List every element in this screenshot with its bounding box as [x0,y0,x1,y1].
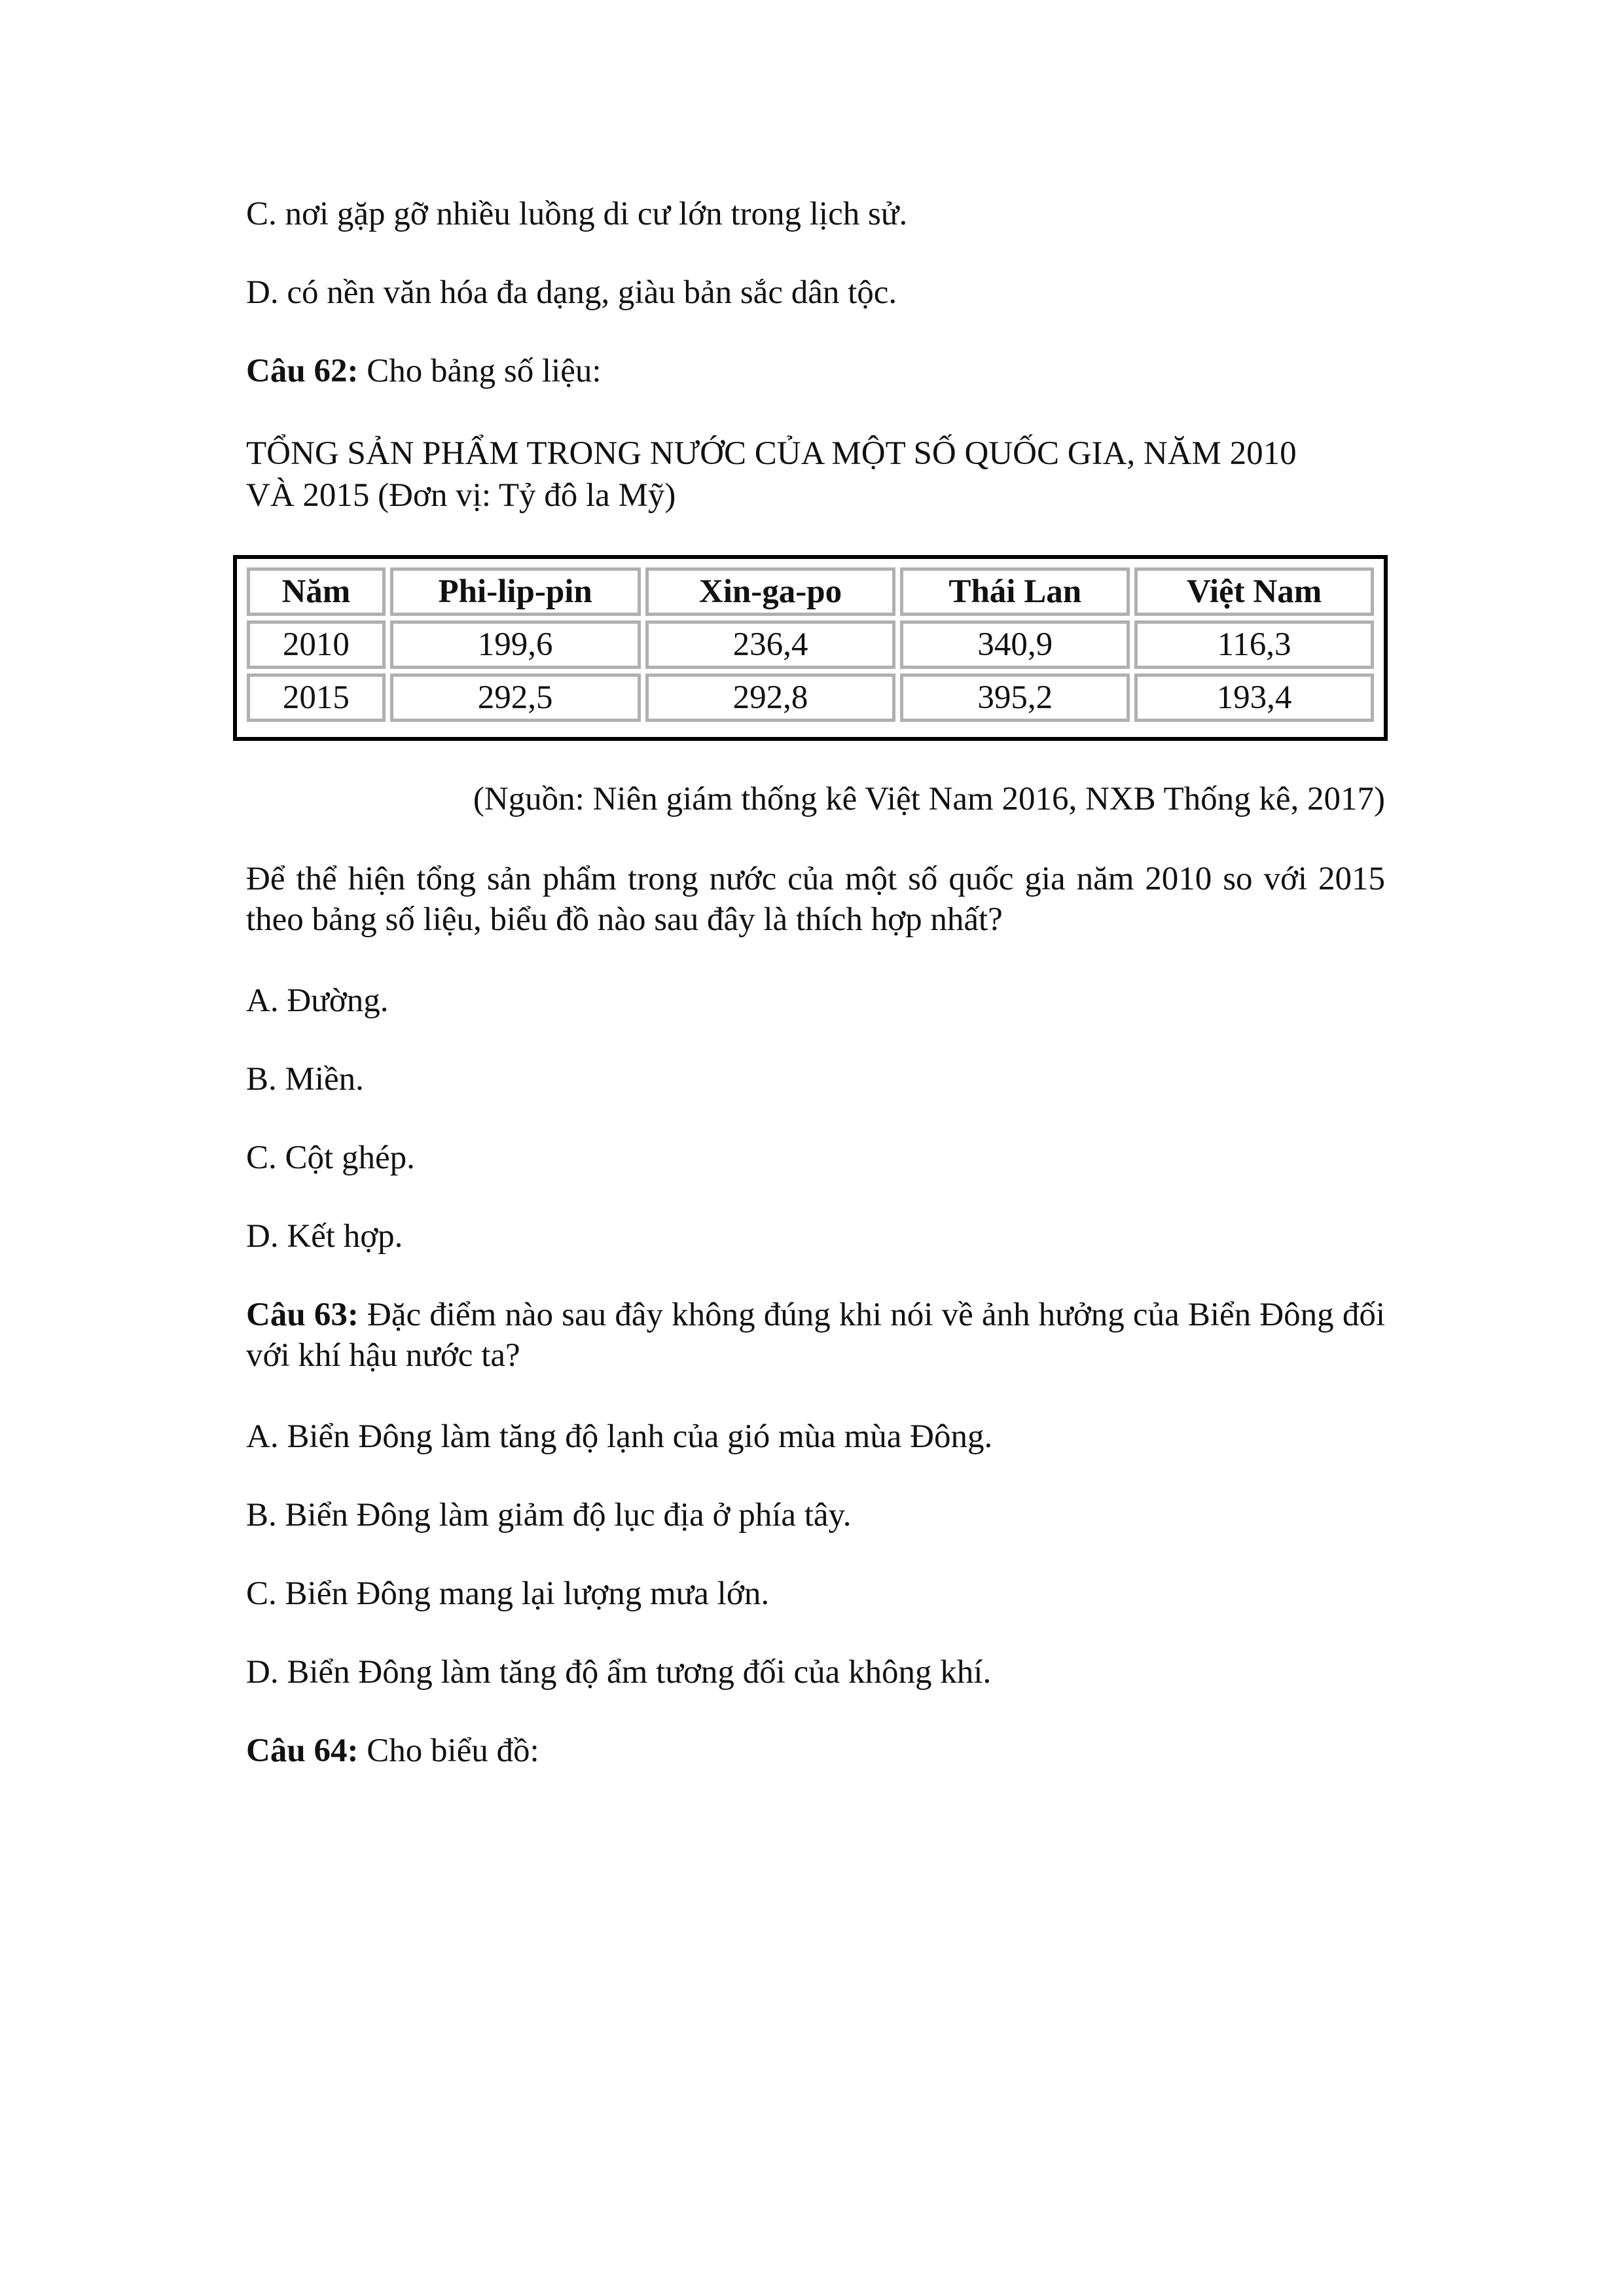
question-62-label: Câu 62: [246,353,359,389]
question-63-option-c: C. Biển Đông mang lại lượng mưa lớn. [246,1575,770,1612]
table-header-row [247,567,1374,616]
question-63-option-d: D. Biển Đông làm tăng độ ẩm tương đối của không khí. [246,1654,992,1691]
header-cell-year: Năm [247,567,386,616]
table-cell: 395,2 [900,673,1130,722]
table-cell: 2015 [247,673,386,722]
question-63-text [246,1295,1385,1376]
prev-option-d: D. có nền văn hóa đa dạng, giàu bản sắc dân tộc. [246,274,897,311]
gdp-table-frame [233,555,1388,741]
question-62-header [246,351,1385,391]
question-62-option-d: D. Kết hợp. [246,1218,403,1255]
header-cell-philippines: Phi-lip-pin [390,567,641,616]
table-cell: 2010 [247,620,386,669]
question-63-option-b: B. Biển Đông làm giảm độ lục địa ở phía tây. [246,1497,852,1534]
table-row [247,673,1374,722]
table-cell: 340,9 [900,620,1130,669]
prev-option-c: C. nơi gặp gỡ nhiều luồng di cư lớn trong lịch sử. [246,196,908,232]
question-62-text: Để thể hiện tổng sản phẩm trong nước của một số quốc gia năm 2010 so với 2015 theo bảng số liệu, biểu đồ nào sau đây là thích hợp nhất? [246,861,1385,938]
table-cell: 236,4 [645,620,896,669]
question-64-header [246,1731,1385,1771]
table-title-line-2: VÀ 2015 (Đơn vị: Tỷ đô la Mỹ) [246,477,676,514]
table-row [247,620,1374,669]
question-63-label: Câu 63: [246,1297,359,1333]
question-62-option-c: C. Cột ghép. [246,1139,415,1176]
table-cell: 199,6 [390,620,641,669]
table-cell: 292,8 [645,673,896,722]
question-62-option-a: A. Đường. [246,982,389,1019]
question-64-intro: Cho biểu đồ: [358,1732,539,1769]
table-title-line-1: TỔNG SẢN PHẨM TRONG NƯỚC CỦA MỘT SỐ QUỐC GIA, NĂM 2010 [246,435,1297,472]
table-cell: 116,3 [1134,620,1374,669]
header-cell-thailand: Thái Lan [900,567,1130,616]
table-source: (Nguồn: Niên giám thống kê Việt Nam 2016, NXB Thống kê, 2017) [473,781,1385,817]
header-cell-vietnam: Việt Nam [1134,567,1374,616]
question-64-label: Câu 64: [246,1732,359,1769]
question-63-option-a: A. Biển Đông làm tăng độ lạnh của gió mùa mùa Đông. [246,1418,993,1455]
table-cell: 193,4 [1134,673,1374,722]
question-62-option-b: B. Miền. [246,1061,364,1098]
question-62-intro: Cho bảng số liệu: [358,353,602,389]
question-63-body: Đặc điểm nào sau đây không đúng khi nói về ảnh hưởng của Biển Đông đối với khí hậu nước ta? [246,1297,1385,1374]
table-cell: 292,5 [390,673,641,722]
gdp-table [242,563,1379,726]
header-cell-singapore: Xin-ga-po [645,567,896,616]
